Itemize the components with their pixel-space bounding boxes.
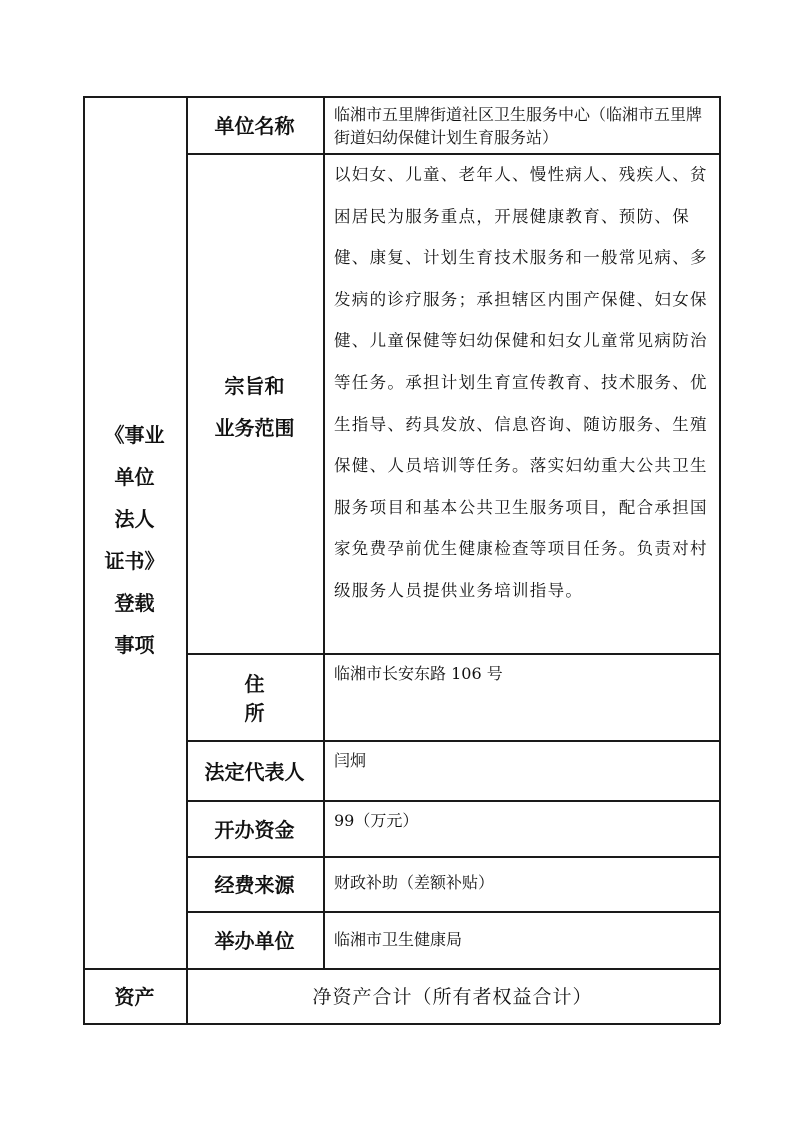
unit-name-label: 单位名称 bbox=[214, 114, 295, 138]
section-title-line: 单位 bbox=[114, 465, 155, 489]
address-label bbox=[186, 653, 323, 740]
purpose-scope-label-line: 宗旨和 bbox=[224, 374, 285, 398]
unit-name-value: 临湘市五里牌街道社区卫生服务中心（临湘市五里牌街道妇幼保健计划生育服务站） bbox=[334, 105, 703, 147]
section-title-line: 《事业 bbox=[104, 423, 165, 447]
section-title-line: 事项 bbox=[114, 633, 155, 657]
section-title bbox=[83, 96, 186, 968]
funding-source-value: 财政补助（差额补贴） bbox=[334, 873, 495, 892]
assets-label: 资产 bbox=[114, 985, 155, 1009]
section-title-line: 登载 bbox=[114, 591, 155, 615]
address-value: 临湘市长安东路 106 号 bbox=[334, 664, 503, 683]
legal-representative-value: 闫炯 bbox=[334, 751, 367, 770]
legal-representative-label: 法定代表人 bbox=[204, 759, 305, 784]
purpose-scope-value: 以妇女、儿童、老年人、慢性病人、残疾人、贫困居民为服务重点，开展健康教育、预防、保健、康复、计划生育技术服务和一般常见病、多发病的诊疗服务；承担辖区内围产保健、妇女保健、儿童保健等妇幼保健和妇女儿童常见病防治等任务。承担计划生育宣传教育、技术服务、优生指导、药具发放、信息咨询、随访服务、生殖保健、人员培训等任务。落实妇幼重大公共卫生服务项目和基本公共卫生服务项目，配合承担国家免费孕前优生健康检查等项目任务。负责对村级服务人员提供业务培训指导。 bbox=[334, 165, 708, 600]
funding-source-label: 经费来源 bbox=[214, 873, 295, 897]
registration-table bbox=[83, 96, 720, 1024]
registered-capital-value: 99（万元） bbox=[334, 811, 419, 830]
purpose-scope-label bbox=[186, 153, 323, 653]
purpose-scope-label-line: 业务范围 bbox=[214, 416, 295, 440]
address-label-text: 住所 bbox=[244, 671, 305, 725]
registered-capital-label: 开办资金 bbox=[214, 817, 295, 842]
section-title-line: 法人 bbox=[114, 507, 155, 531]
sponsor-unit-value: 临湘市卫生健康局 bbox=[334, 930, 463, 949]
net-assets-total: 净资产合计（所有者权益合计） bbox=[312, 986, 593, 1008]
sponsor-unit-label: 举办单位 bbox=[214, 929, 295, 953]
section-title-line: 证书》 bbox=[104, 549, 165, 573]
